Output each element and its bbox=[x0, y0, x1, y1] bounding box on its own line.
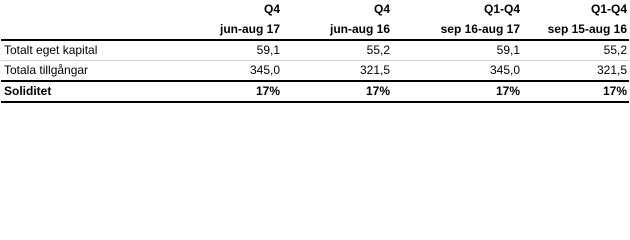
header-corner bbox=[1, 0, 201, 19]
table-cell: 321,5 bbox=[282, 61, 392, 82]
solidity-table bbox=[1, 0, 629, 103]
header-corner-sub bbox=[1, 19, 201, 40]
row-label-solidity: Soliditet bbox=[1, 81, 201, 102]
table-row-solidity bbox=[1, 81, 629, 102]
column-subheader-jun-aug-17: jun-aug 17 bbox=[201, 19, 282, 40]
table-cell: 17% bbox=[201, 81, 282, 102]
table-cell: 345,0 bbox=[392, 61, 522, 82]
table-cell: 345,0 bbox=[201, 61, 282, 82]
table-row-equity bbox=[1, 40, 629, 61]
table-cell: 321,5 bbox=[522, 61, 629, 82]
table-cell: 59,1 bbox=[201, 40, 282, 61]
table-cell: 55,2 bbox=[282, 40, 392, 61]
header-row-months bbox=[1, 19, 629, 40]
table-cell: 55,2 bbox=[522, 40, 629, 61]
row-label-total-assets: Totala tillgångar bbox=[1, 61, 201, 82]
table-cell: 17% bbox=[282, 81, 392, 102]
header-row-period bbox=[1, 0, 629, 19]
column-subheader-jun-aug-16: jun-aug 16 bbox=[282, 19, 392, 40]
table-row-total-assets bbox=[1, 61, 629, 82]
row-label-equity: Totalt eget kapital bbox=[1, 40, 201, 61]
column-subheader-sep16-aug17: sep 16-aug 17 bbox=[392, 19, 522, 40]
column-header-q1-q4-2017: Q1-Q4 bbox=[483, 2, 520, 16]
financial-report bbox=[0, 0, 630, 101]
table-cell: 17% bbox=[392, 81, 522, 102]
column-header-q4-2016: Q4 bbox=[373, 2, 390, 16]
table-cell: 59,1 bbox=[392, 40, 522, 61]
column-header-q4-2017: Q4 bbox=[263, 2, 280, 16]
table-cell: 17% bbox=[522, 81, 629, 102]
column-header-q1-q4-2016: Q1-Q4 bbox=[590, 2, 627, 16]
column-subheader-sep15-aug16: sep 15-aug 16 bbox=[522, 19, 629, 40]
